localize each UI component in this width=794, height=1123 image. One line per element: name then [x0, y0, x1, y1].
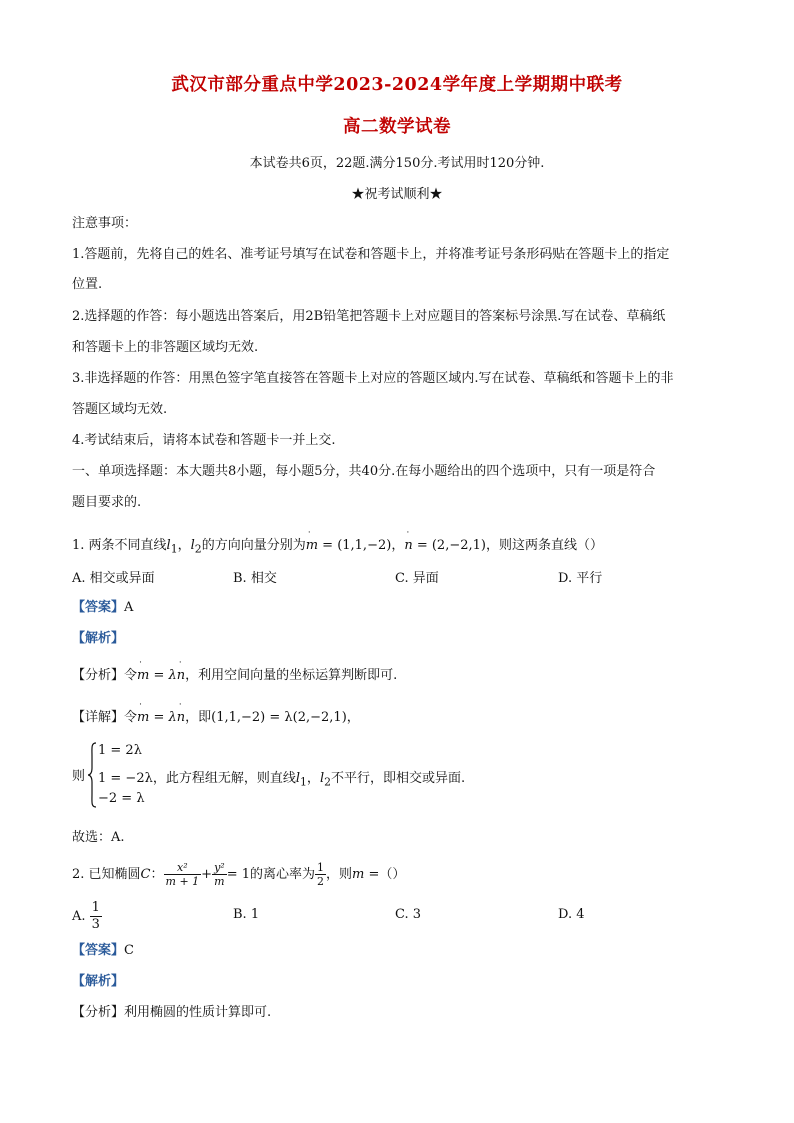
section-heading-line-1: 一、单项选择题：本大题共8小题，每小题5分，共40分.在每小题给出的四个选项中，只有一项是符合	[72, 464, 656, 479]
fraction-half: $\frac{1}{2}$	[316, 861, 324, 888]
q1-conclusion: 故选：A.	[72, 830, 125, 845]
system-eq-3: −2 = λ	[98, 791, 145, 806]
system-eq-1: 1 = 2λ	[98, 743, 142, 758]
system-eq-2: 1 = −2λ，此方程组无解，则直线$l_1$，$l_2$不平行，即相交或异面.	[98, 771, 466, 789]
exam-title: 武汉市部分重点中学2023-2024学年度上学期期中联考	[171, 75, 623, 95]
note-3-line-2: 答题区域均无效.	[72, 402, 168, 417]
note-3-line-1: 3.非选择题的作答：用黑色签字笔直接答在答题卡上对应的答题区域内.写在试卷、草稿纸和答题卡上的非	[72, 371, 674, 386]
q1-option-a: A. 相交或异面	[72, 571, 155, 586]
q1-ze: 则	[72, 769, 86, 784]
q2-analysis-heading: 【解析】	[72, 974, 125, 989]
q1-fenxi: 【分析】令˙ m = λ˙ n，利用空间向量的坐标运算判断即可.	[72, 666, 732, 686]
q1-option-b: B. 相交	[233, 571, 277, 586]
q1-analysis-heading: 【解析】	[72, 631, 125, 646]
good-luck-line: ★祝考试顺利★	[351, 187, 443, 202]
q2-option-b: B. 1	[233, 907, 260, 922]
question-2-stem: 2. 已知椭圆C： $\frac{\text{x²}}{m + 1}$ + $\frac{\text{y²}}{m}$ = 1的离心率为 $\frac{1}{2}$ ，则m =（）	[72, 861, 406, 888]
q2-option-c: C. 3	[395, 907, 422, 922]
q2-option-a: A. $\frac{1}{3}$	[72, 900, 100, 932]
fraction-y: $\frac{\text{y²}}{m}$	[214, 861, 225, 888]
note-2-line-2: 和答题卡上的非答题区域均无效.	[72, 340, 259, 355]
exam-subtitle: 高二数学试卷	[343, 117, 451, 137]
q1-xiangjie: 【详解】令˙ m = λ˙ n，即(1,1,−2) = λ(2,−2,1)，	[72, 708, 732, 728]
fraction-x: $\frac{\text{x²}}{m + 1}$	[165, 861, 200, 888]
notes-heading: 注意事项：	[72, 216, 138, 231]
note-2-line-1: 2.选择题的作答：每小题选出答案后，用2B铅笔把答题卡上对应题目的答案标号涂黑.写在试卷、草稿纸	[72, 309, 666, 324]
system-brace-icon	[87, 742, 97, 808]
note-4: 4.考试结束后，请将本试卷和答题卡一并上交.	[72, 433, 336, 448]
q1-answer: 【答案】A	[72, 600, 134, 615]
note-1-line-1: 1.答题前，先将自己的姓名、准考证号填写在试卷和答题卡上，并将准考证号条形码贴在答题卡上的指定	[72, 247, 670, 262]
section-heading-line-2: 题目要求的.	[72, 495, 142, 510]
q1-option-d: D. 平行	[558, 571, 603, 586]
q2-option-d: D. 4	[558, 907, 585, 922]
exam-info: 本试卷共6页，22题.满分150分.考试用时120分钟.	[249, 156, 545, 171]
q2-fenxi: 【分析】利用椭圆的性质计算即可.	[72, 1005, 272, 1020]
fraction-one-third: $\frac{1}{3}$	[91, 900, 100, 932]
q1-option-c: C. 异面	[395, 571, 439, 586]
q2-answer: 【答案】C	[72, 943, 134, 958]
note-1-line-2: 位置.	[72, 277, 103, 292]
question-1-stem: 1. 两条不同直线$l_1$，$l_2$的方向向量分别为˙ m = (1,1,−2)，˙ n = (2,−2,1)，则这两条直线（）	[72, 536, 732, 560]
